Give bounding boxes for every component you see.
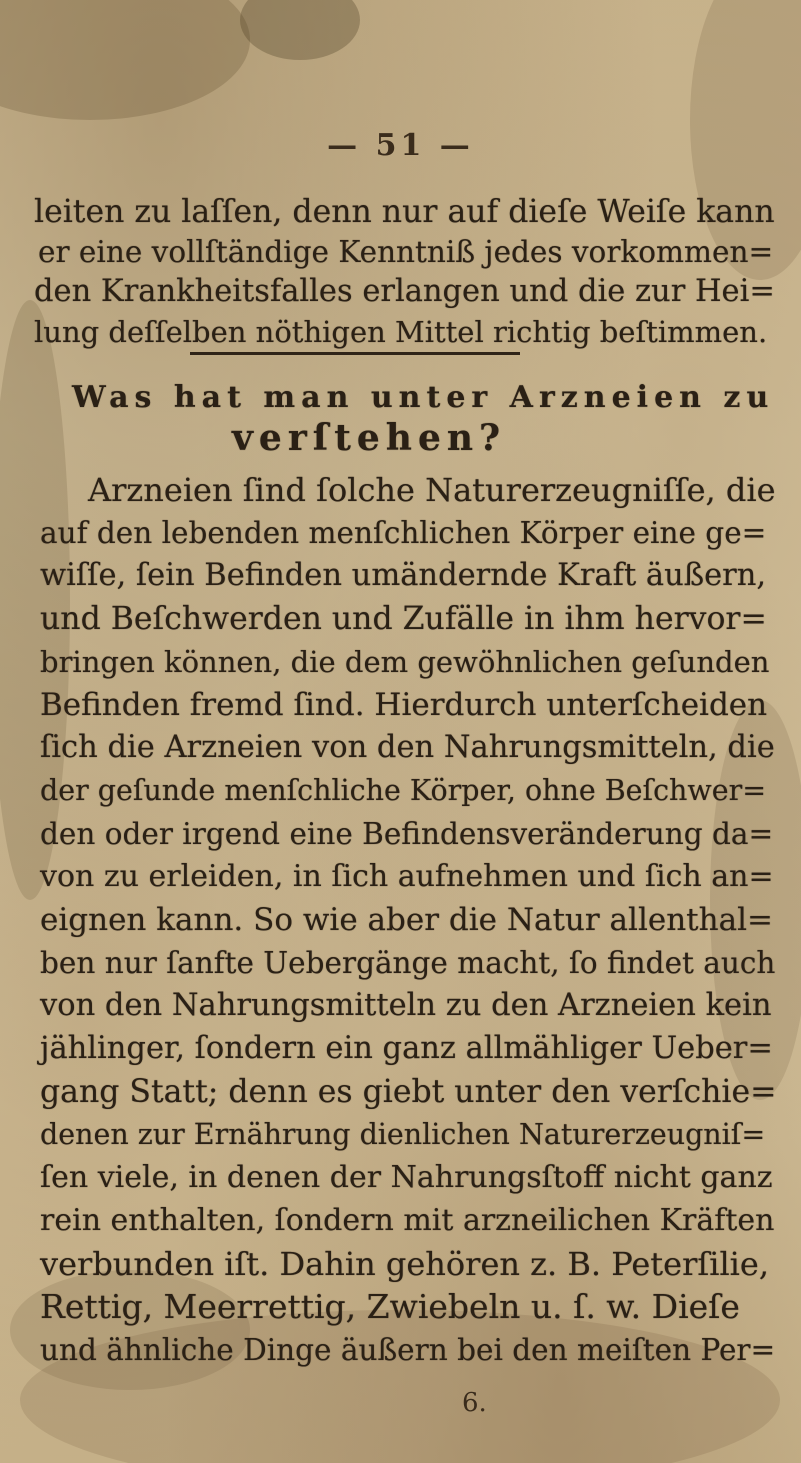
body-line: Befinden fremd ſind. Hierdurch unterſcheiden: [40, 687, 768, 723]
signature-mark: 6.: [462, 1388, 487, 1418]
body-line: von den Nahrungsmitteln zu den Arzneien kein: [40, 988, 772, 1023]
body-line: jählinger, ſondern ein ganz allmähliger Ueber=: [40, 1031, 773, 1066]
section-divider: [190, 352, 520, 355]
body-line: und Beſchwerden und Zufälle in ihm hervor=: [40, 601, 767, 637]
body-line: gang Statt; denn es giebt unter den verſchie=: [40, 1074, 777, 1110]
body-line: Arzneien ſind ſolche Naturerzeugniſſe, die: [88, 471, 776, 509]
page-number: — 51 —: [327, 128, 474, 163]
body-line: wiſſe, ſein Befinden umändernde Kraft äußern,: [40, 558, 767, 593]
section-heading: verſtehen?: [232, 417, 507, 459]
body-line: Rettig, Meerrettig, Zwiebeln u. ſ. w. Dieſe: [40, 1287, 740, 1326]
text-line: leiten zu laſſen, denn nur auf dieſe Weiſe kann: [34, 194, 775, 230]
body-line: bringen können, die dem gewöhnlichen geſunden: [40, 645, 770, 679]
text-line: er eine vollſtändige Kenntniß jedes vorkommen=: [38, 235, 774, 269]
body-line: den oder irgend eine Befindensveränderung da=: [40, 817, 774, 851]
body-line: ſen viele, in denen der Nahrungsſtoff nicht ganz: [40, 1160, 773, 1195]
text-line: lung deſſelben nöthigen Mittel richtig beſtimmen.: [34, 315, 768, 349]
body-line: von zu erleiden, in ſich aufnehmen und ſich an=: [40, 859, 774, 894]
body-line: ſich die Arzneien von den Nahrungsmitteln, die: [40, 730, 775, 765]
body-line: und ähnliche Dinge äußern bei den meiſten Per=: [40, 1333, 776, 1367]
body-line: denen zur Ernährung dienlichen Naturerzeugniſ=: [40, 1118, 766, 1151]
text-line: den Krankheitsfalles erlangen und die zur Hei=: [34, 274, 775, 309]
body-line: eignen kann. So wie aber die Natur allenthal=: [40, 902, 773, 938]
body-line: rein enthalten, ſondern mit arzneilichen Kräften: [40, 1203, 775, 1238]
body-line: ben nur ſanfte Uebergänge macht, ſo findet auch: [40, 946, 776, 980]
body-line: der geſunde menſchliche Körper, ohne Beſchwer=: [40, 774, 767, 807]
section-heading: Was hat man unter Arzneien zu: [72, 380, 775, 415]
body-line: verbunden iſt. Dahin gehören z. B. Peterſilie,: [40, 1245, 770, 1283]
body-line: auf den lebenden menſchlichen Körper eine ge=: [40, 516, 767, 550]
